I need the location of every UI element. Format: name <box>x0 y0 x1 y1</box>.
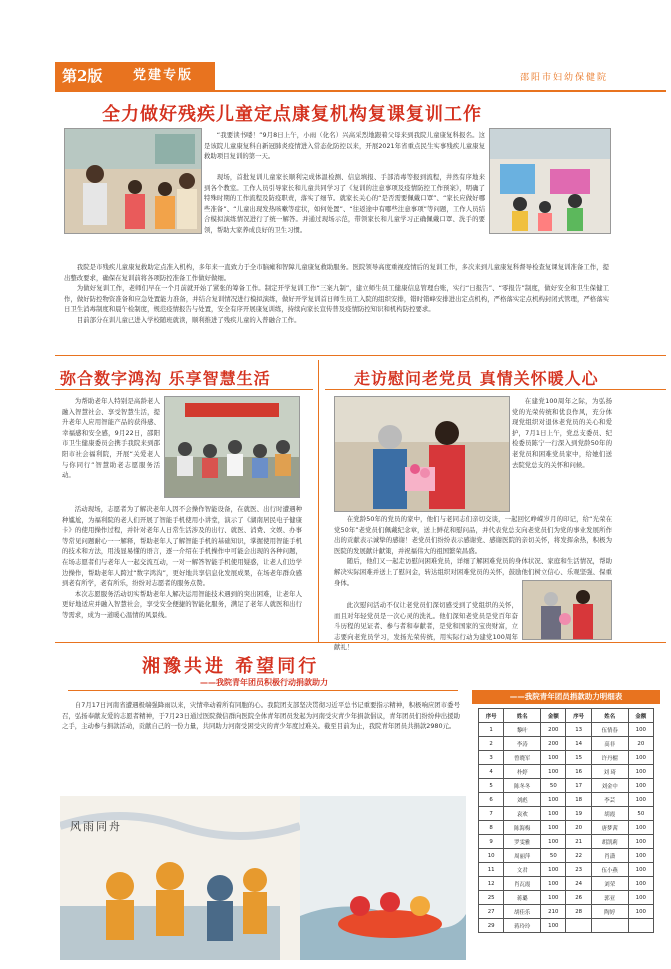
veteran-visit-photo <box>334 396 510 512</box>
table-cell: 伍小燕 <box>591 863 628 877</box>
table-cell: 100 <box>628 849 653 863</box>
table-row <box>479 751 654 765</box>
table-cell: 蒋玲玲 <box>504 919 541 933</box>
article2-paragraph-1: 为帮助老年人特别是高龄老人融入智慧社会、享受智慧生活，提升老年人应用智能产品的获得感、幸福感和安全感，9月22日，邵阳市卫生健康委员会携手我院来到邵阳市社会福利院，开展“关爱老人 与你同行”智慧助老志愿服务活动。 <box>62 397 160 480</box>
table-cell: 100 <box>541 821 566 835</box>
table-cell: 肖潇 <box>591 849 628 863</box>
header-cell: 金额 <box>541 709 566 723</box>
table-cell: 100 <box>541 919 566 933</box>
article4-paragraph-1: 自7月17日河南省遭遇极端强降雨以来，灾情牵动着所有同胞的心。我院团支部坚决贯彻习近平总书记重要指示精神，积极响应团市委号召，弘扬奉献友爱的志愿者精神，于7月23日通过医院微信群向医院全体青年团员发起为河南受灾青少年捐款倡议，青年团员们纷纷伸出援助之手，主动参与捐款活动，贡献自己的一份力量，共同助力河南受困受灾的青少年度过难关。截至目前为止，我院青年团员共捐款2980元。 <box>62 701 460 731</box>
table-row <box>479 765 654 779</box>
article4-title: 湘豫共进 希望同行 <box>142 656 320 677</box>
header-rule <box>55 90 666 92</box>
header-cell: 序号 <box>566 709 591 723</box>
table-cell: 100 <box>541 877 566 891</box>
table-cell: 黎叶 <box>504 723 541 737</box>
table-cell: 16 <box>566 765 591 779</box>
table-cell: 100 <box>541 751 566 765</box>
table-cell: 唐梦茜 <box>591 821 628 835</box>
table-cell: 刘荣 <box>591 877 628 891</box>
table-cell: 许丹榴 <box>591 751 628 765</box>
table-cell: 100 <box>541 891 566 905</box>
table-cell: 210 <box>541 905 566 919</box>
article1-paragraph-5: 目前部分在训儿童已进入学校随班就读，顺利推进了残疾儿童的入普融合工作。 <box>76 315 301 324</box>
article4-subtitle-rule <box>68 690 458 691</box>
donation-table <box>478 708 654 933</box>
table-cell: 刘彪 <box>504 793 541 807</box>
article3-body-bottom <box>334 600 518 653</box>
veteran-visit-photo-2 <box>522 580 612 640</box>
table-cell: 伍情春 <box>591 723 628 737</box>
elderly-training-photo <box>164 396 300 498</box>
article2-paragraph-2: 活动现场，志愿者为了解决老年人因不会操作智能设备，在就医、出行时遭遇种种尴尬，为福利院的老人们开展了智能手机使用小讲堂，演示了《湖南居民电子健康卡》的使用操作过程，并针对老年人日常生活涉及的出行、就医、消费、文娱、办事等常见问题耐心一一解释，帮助老年人了解智能手机的基础知识，掌握使用智能手机的技术和方法，用浅显易懂的语言，逐一介绍在手机操作中可能会出现的各种问题，在场志愿者们与老年人一起交流互动，一对一解答智能手机使用疑惑，让老人们边学边操作，帮助老年人跨过“数字鸿沟”，更好地共享信息化发展成果，在场老年群众感到老有所学，老有所乐，纷纷对志愿者的服务点赞。 <box>62 505 302 588</box>
table-row <box>479 723 654 737</box>
flood-rescue-illustration <box>60 796 466 960</box>
table-cell: 21 <box>566 835 591 849</box>
article2-paragraph-3: 本次志愿服务活动切实帮助老年人解决运用智能技术遇到的突出困难，让老年人更好地适应并融入智慧社会，享受安全便捷的智能化服务，满足了老年人就医和出行等需求，成为一道暖心温情的风景线。 <box>62 589 302 619</box>
article3-title: 走访慰问老党员 真情关怀暖人心 <box>354 369 599 388</box>
table-cell: 2 <box>479 737 504 751</box>
table-row <box>479 919 654 933</box>
article2-body-top <box>62 396 160 481</box>
article3-paragraph-3: 随后，他们又一起走访慰问困难党员，详细了解困难党员的身体状况、家庭和生活情况，帮助解决实际困难并送上了慰问金，转达组织对困难党员的关怀，鼓励他们树立信心、乐观坚强、保重身体。 <box>334 557 612 587</box>
header-cell: 金额 <box>628 709 653 723</box>
table-cell: 22 <box>566 849 591 863</box>
table-cell: 11 <box>479 863 504 877</box>
header-cell: 序号 <box>479 709 504 723</box>
table-cell: 6 <box>479 793 504 807</box>
header-cell: 姓名 <box>504 709 541 723</box>
table-cell: 200 <box>541 723 566 737</box>
table-cell: 10 <box>479 849 504 863</box>
table-row <box>479 779 654 793</box>
donation-table-body <box>479 723 654 933</box>
article1-body-bottom <box>64 262 609 326</box>
table-cell: 200 <box>541 737 566 751</box>
table-cell: 9 <box>479 835 504 849</box>
donation-table-wrap <box>472 704 660 933</box>
article2-title: 弥合数字鸿沟 乐享智慧生活 <box>60 369 271 388</box>
table-cell: 高非 <box>591 737 628 751</box>
section-divider-1 <box>55 355 666 356</box>
table-cell: 3 <box>479 751 504 765</box>
table-cell: 胡霞 <box>591 807 628 821</box>
table-cell: 1 <box>479 723 504 737</box>
table-cell: 100 <box>541 765 566 779</box>
section-label: 党建专版 <box>133 68 194 83</box>
table-row <box>479 849 654 863</box>
article2-title-rule <box>55 389 313 390</box>
table-cell: 周丽萍 <box>504 849 541 863</box>
article4-body <box>62 700 460 732</box>
edition-label <box>62 62 102 90</box>
table-cell: 胡凯莉 <box>591 835 628 849</box>
article3-body-mid <box>334 514 612 588</box>
table-cell: 100 <box>541 793 566 807</box>
table-cell: 15 <box>566 751 591 765</box>
article1-body-top <box>204 130 485 162</box>
table-cell: 5 <box>479 779 504 793</box>
table-cell: 100 <box>541 807 566 821</box>
table-cell: 朴婷 <box>504 765 541 779</box>
org-name: 邵阳市妇幼保健院 <box>520 73 609 83</box>
table-cell: 12 <box>479 877 504 891</box>
donation-table-header-row <box>479 709 654 723</box>
table-row <box>479 891 654 905</box>
rehab-photo-right <box>489 128 611 234</box>
table-cell: 100 <box>541 863 566 877</box>
article3-paragraph-4: 此次慰问活动不仅让老党员们深切感受到了党组织的关怀，而且对年轻党员是一次心灵的洗礼。他们深知老党员是党百年奋斗历程的见证者、参与者和奉献者，是党和国家的宝贵财富，立志要向老党员学习，发扬光荣传统，用实际行动为建党100周年献礼！ <box>334 601 518 652</box>
table-cell: 29 <box>479 919 504 933</box>
table-cell: 100 <box>628 905 653 919</box>
veteran-visit-photo-2-art <box>523 581 611 639</box>
table-cell: 8 <box>479 821 504 835</box>
table-cell: 100 <box>628 863 653 877</box>
table-cell: 25 <box>479 891 504 905</box>
table-cell: 100 <box>628 793 653 807</box>
article3-paragraph-1: 在建党100周年之际，为弘扬党的光荣传统和优良作风，充分体现党组织对退休老党员的关心和爱护，7月1日上午，党总支委员、纪检委员陈宁一行深入到党龄50年的老党员和困难党员家中，给她们送去院党总支的关怀和问候。 <box>512 397 612 469</box>
table-cell: 17 <box>566 779 591 793</box>
table-cell: 50 <box>541 849 566 863</box>
table-cell: 50 <box>628 807 653 821</box>
column-divider <box>318 360 319 642</box>
table-cell: 24 <box>566 877 591 891</box>
table-cell: 刘 琦 <box>591 765 628 779</box>
table-row <box>479 877 654 891</box>
table-cell: 27 <box>479 905 504 919</box>
edition-number: 第2版 <box>62 67 103 85</box>
donation-table-box <box>472 690 660 960</box>
table-row <box>479 835 654 849</box>
article2-body-bottom <box>62 504 302 621</box>
table-cell: 100 <box>628 765 653 779</box>
veteran-visit-photo-art <box>335 397 509 511</box>
article1-paragraph-4: 为做好复训工作，老师们早在一个月前就开始了紧张的筹备工作。制定开学复训工作“三案九制”，建立师生员工健康信息管理台账，实行“日报告”、“零报告”制度，做好安全和卫生保健工作，做好防控物资准备和应急处置能力准备，并结合复训情况进行模拟演练，做好开学复训首日师生员工入院的组织安排，错时错峰安排进出定点机构，严格落实定点机构封闭式管理，严格落实日卫生消毒制度和晨午检制度，规范疫情报告与处置，安全有序开展康复训练，持续向家长宣传普及疫情防控知识和机构防控要求。 <box>64 284 609 314</box>
table-cell: 100 <box>628 877 653 891</box>
table-cell: 18 <box>566 793 591 807</box>
table-cell: 袁欢 <box>504 807 541 821</box>
table-cell: 罗雯雅 <box>504 835 541 849</box>
table-row <box>479 821 654 835</box>
donation-table-title: ——我院青年团员捐款助力明细表 <box>472 690 660 704</box>
article3-body-top <box>512 396 612 470</box>
table-cell: 100 <box>628 723 653 737</box>
table-cell: 28 <box>566 905 591 919</box>
table-cell: 文君 <box>504 863 541 877</box>
table-cell: 26 <box>566 891 591 905</box>
table-cell: 50 <box>541 779 566 793</box>
table-cell: 19 <box>566 807 591 821</box>
table-cell: 13 <box>566 723 591 737</box>
table-cell: 100 <box>628 891 653 905</box>
table-cell: 陈海梅 <box>504 821 541 835</box>
table-cell: 14 <box>566 737 591 751</box>
table-row <box>479 807 654 821</box>
header-cell: 姓名 <box>591 709 628 723</box>
table-cell <box>628 919 653 933</box>
article1-body-mid <box>204 172 485 236</box>
table-row <box>479 737 654 751</box>
table-cell: 李芸 <box>591 793 628 807</box>
article1-paragraph-1: “我要读书喽！”9月8日上午，小雨（化名）兴高采烈地跟着父母来到我院儿童康复科报名。这是该院儿童康复科自新冠肺炎疫情进入常态化防控以来，开展2021年省重点民生实事残疾儿童康复救助项目复训的第一天。 <box>204 131 485 161</box>
table-row <box>479 793 654 807</box>
table-row <box>479 905 654 919</box>
table-cell: 郭亚 <box>591 891 628 905</box>
section-divider-2 <box>55 642 666 643</box>
table-cell: 肖瓦霞 <box>504 877 541 891</box>
article1-paragraph-2: 现场，首批复训儿童家长顺利完成体温检测、信息填报、手部消毒等报到流程，井然有序地来到各个教室。工作人员引导家长和儿童共同学习了《复训的注意事项及疫情防控工作预案》，明确了特殊时期的工作流程及防疫职责，落实了细节。就家长关心的“是否需要佩戴口罩”、“家长应做好哪些准备”、“儿童出现发热咳嗽等症状，如何处置”、“往返途中有哪些注意事项”等问题，工作人员结合模拟演练情况进行了统一解答。并通过现场示范，带领家长和儿童学习正确佩戴口罩、洗手的要领，帮助大家养成良好的卫生习惯。 <box>204 173 485 234</box>
table-cell <box>591 919 628 933</box>
table-row <box>479 863 654 877</box>
article4-subtitle: ——我院青年团员积极行动捐款助力 <box>200 678 328 687</box>
table-cell: 胡佳乐 <box>504 905 541 919</box>
table-cell: 李涛 <box>504 737 541 751</box>
table-cell: 100 <box>628 821 653 835</box>
table-cell: 蒋璐 <box>504 891 541 905</box>
table-cell: 7 <box>479 807 504 821</box>
article1-title: 全力做好残疾儿童定点康复机构复课复训工作 <box>102 104 482 125</box>
table-cell: 100 <box>541 835 566 849</box>
illustration-caption: 风雨同舟 <box>70 820 122 833</box>
table-cell: 23 <box>566 863 591 877</box>
table-cell <box>566 919 591 933</box>
table-cell: 100 <box>628 835 653 849</box>
rehab-photo-left <box>64 128 202 234</box>
table-cell: 陈冬冬 <box>504 779 541 793</box>
table-cell: 100 <box>628 751 653 765</box>
article3-title-rule <box>325 389 666 390</box>
article1-paragraph-3: 我院是市残疾儿童康复救助定点准入机构，多年来一直致力于全市脑瘫和智障儿童康复救助服务。医院领导高度重视疫情后的复训工作，多次来到儿童康复科督导检查复课复训准备工作，提出整改要求，确保在复训前将各项防控准备工作做好做细。 <box>64 263 609 282</box>
table-cell: 陶婷 <box>591 905 628 919</box>
table-cell: 曾晓军 <box>504 751 541 765</box>
elderly-training-photo-art <box>165 397 299 497</box>
table-cell: 20 <box>566 821 591 835</box>
table-cell: 20 <box>628 737 653 751</box>
rehab-photo-right-art <box>490 129 610 233</box>
table-cell: 刘金中 <box>591 779 628 793</box>
table-cell: 100 <box>628 779 653 793</box>
article3-paragraph-2: 在党龄50年的党员的家中，他们与老同志们亲切交谈，一起回忆峥嵘岁月的印记，给“光荣在党50年”老党员们佩戴纪念章，送上鲜花和慰问品，并代表党总支向老党员们为党的事业发展所作出的贡献表示诚挚的感谢！老党员们纷纷表示感谢党、感谢医院的亲切关怀，将发挥余热，积极为医院的发展献计献策，并祝福伟大的祖国繁荣昌盛。 <box>334 515 612 555</box>
rehab-photo-left-art <box>65 129 201 233</box>
table-cell: 4 <box>479 765 504 779</box>
